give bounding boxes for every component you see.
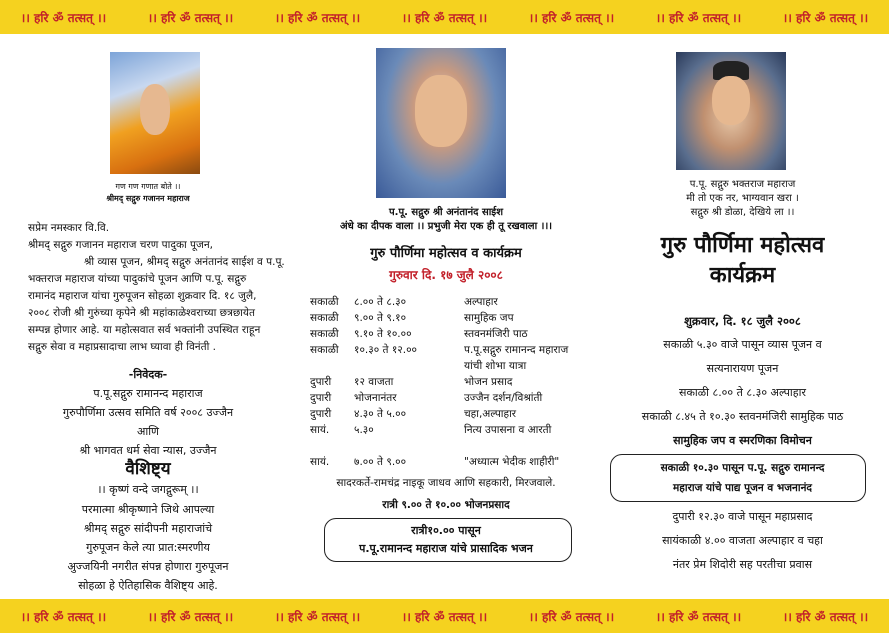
photo-caption: प.पू. सद्गुरु श्री अनंतानंद साईश (388, 207, 504, 218)
band-text: ।। हरि ॐ तत्सत् ।। (528, 10, 615, 25)
photo-caption: गण गण गणात बोते ।। (115, 182, 181, 191)
padya-pujan-text: महाराज यांचे पाद्य पूजन व भजनानंद (673, 482, 812, 494)
schedule-row (310, 438, 590, 454)
programme-date: गुरुवार दि. १७ जुलै २००८ (389, 268, 503, 282)
mantra: ।। कृष्णं वन्दे जगद्गुरूम् ।। (97, 483, 199, 496)
signatory: प.पू.सद्गुरु रामानन्द महाराज (93, 387, 203, 400)
gajanan-maharaj-photo (110, 52, 200, 174)
band-text: ।। हरि ॐ तत्सत् ।। (274, 10, 361, 25)
main-title: गुरु पौर्णिमा महोत्सव (660, 233, 825, 258)
schedule-row: दुपारी भोजनानंतर उज्जैन दर्शन/विश्रांती (310, 392, 543, 404)
programme-line: सामुहिक जप व स्मरणिका विमोचन (673, 434, 812, 447)
schedule-row: सकाळी ९.०० ते ९.१० सामुहिक जप (310, 312, 514, 324)
photo-caption: प.पू. सद्गुरु भक्तराज महाराज (689, 179, 796, 190)
vaishishtya-line: अुज्जयिनी नगरीत संपन्न होणारा गुरुपूजन (67, 560, 229, 573)
schedule-row: दुपारी १२ वाजता भोजन प्रसाद (310, 376, 513, 388)
invitation-line: रामानंद महाराज यांचा गुरुपूजन सोहळा शुक्रवार दि. १८ जुलै, (28, 290, 257, 302)
vaishishtya-heading: वैशिष्ट्य (125, 459, 171, 479)
programme-line: सायंकाळी ४.०० वाजता अल्पाहार व चहा (662, 534, 823, 547)
photo-caption: सद्गुरु श्री डोळा, देखिये ला ।। (690, 207, 795, 218)
band-text: ।। हरि ॐ तत्सत् ।। (20, 10, 107, 25)
photo-caption: अंधे का दीपक वाला ।। प्रभुजी मेरा एक ही तू रखवाला ।।। (339, 221, 553, 232)
invitation-text (28, 220, 285, 356)
middle-panel (296, 40, 596, 595)
band-text: ।। हरि ॐ तत्सत् ।। (401, 609, 488, 624)
band-text: ।। हरि ॐ तत्सत् ।। (147, 10, 234, 25)
programme-line: सकाळी ८.०० ते ८.३० अल्पाहार (679, 386, 806, 399)
schedule-row: सायं. ७.०० ते ९.०० "अध्यात्म भेदीक शाहीरी" (310, 456, 560, 468)
vaishishtya-line: परमात्मा श्रीकृष्णाने जिथे आपल्या (81, 503, 215, 516)
band-text: ।। हरि ॐ तत्सत् ।। (528, 609, 615, 624)
band-text: ।। हरि ॐ तत्सत् ।। (274, 609, 361, 624)
programme-heading: गुरु पौर्णिमा महोत्सव व कार्यक्रम (370, 246, 522, 261)
programme-line: नंतर प्रेम शिदोरी सह परतीचा प्रवास (672, 558, 813, 571)
invitation-line: सप्रेम नमस्कार वि.वि. (28, 222, 110, 234)
schedule-row: सकाळी १०.३० ते १२.०० प.पू.सद्गुरु रामानन्द महाराज (310, 344, 569, 356)
band-text: ।। हरि ॐ तत्सत् ।। (20, 609, 107, 624)
band-text: ।। हरि ॐ तत्सत् ।। (401, 10, 488, 25)
band-text: ।। हरि ॐ तत्सत् ।। (655, 609, 742, 624)
band-text: ।। हरि ॐ तत्सत् ।। (147, 609, 234, 624)
right-panel (596, 40, 889, 595)
photo-caption: श्रीमद् सद्गुरु गजानन महाराज (106, 194, 190, 203)
programme-line: सकाळी ५.३० वाजे पासून व्यास पूजन व (663, 338, 822, 351)
signatory: गुरुपौर्णिमा उत्सव समिति वर्ष २००८ उज्जैन (62, 406, 234, 419)
signatory: श्री भागवत धर्म सेवा न्यास, उज्जैन (79, 444, 217, 457)
padya-pujan-time: सकाळी १०.३० पासून प.पू. सद्गुरु रामानन्द (660, 462, 825, 474)
invitation-line: श्रीमद् सद्गुरु गजानन महाराज चरण पादुका पूजन, (28, 239, 213, 251)
schedule-row: सकाळी ८.०० ते ८.३० अल्पाहार (310, 296, 498, 308)
vaishishtya-line: गुरुपूजन केले त्या प्रात:स्मरणीय (86, 541, 210, 554)
nivedak-heading: -निवेदक- (128, 368, 168, 381)
invitation-line: भक्तराज महाराज यांच्या पादुकांचे पूजन आणि प.पू. सद्गुरु (28, 273, 247, 285)
programme-line: सत्यनारायण पूजन (706, 362, 779, 375)
programme-line: दुपारी १२.३० वाजे पासून महाप्रसाद (672, 510, 813, 523)
band-text: ।। हरि ॐ तत्सत् ।। (782, 609, 869, 624)
vaishishtya-line: श्रीमद् सद्गुरु सांदीपनी महाराजांचे (83, 522, 213, 535)
and-text: आणि (136, 425, 160, 438)
programme-line: सकाळी ८.४५ ते १०.३० स्तवनमंजिरी सामुहिक पाठ (641, 410, 844, 423)
anantanand-saish-photo (376, 48, 506, 198)
photo-caption: मी तो एक नर, भाग्यवान खरा । (686, 193, 799, 204)
top-border-band (0, 0, 889, 34)
invitation-line: २००८ रोजी श्री गुरुंच्या कृपेने श्री महांकाळेश्वराच्या छत्रछायेत (28, 307, 255, 319)
schedule-row: दुपारी ४.३० ते ५.०० चहा,अल्पाहार (310, 408, 517, 420)
schedule-list (310, 294, 590, 470)
schedule-row: यांची शोभा यात्रा (464, 360, 527, 372)
main-title: कार्यक्रम (709, 263, 776, 288)
bhajan-text: प.पू.रामानन्द महाराज यांचे प्रासादिक भजन (359, 542, 533, 555)
invitation-line: सम्पन्न होणार आहे. या महोत्सवात सर्व भक्तांनी उपस्थित राहून (28, 324, 261, 336)
schedule-row: सकाळी ९.१० ते १०.०० स्तवनमंजिरी पाठ (310, 328, 528, 340)
bhajan-time: रात्री१०.०० पासून (411, 524, 481, 537)
bottom-border-band (0, 599, 889, 633)
presenter-text: सादरकर्ते-रामचंद्र नाइकू जाधव आणि सहकारी, मिरजवाले. (336, 477, 556, 489)
dinner-text: रात्री ९.०० ते १०.०० भोजनप्रसाद (382, 499, 510, 511)
schedule-row: सायं. ५.३० नित्य उपासना व आरती (310, 424, 552, 436)
invitation-line: सद्गुरु सेवा व महाप्रसादाचा लाभ घ्यावा ही विनंती . (28, 341, 217, 353)
programme-date: शुक्रवार, दि. १८ जुलै २००८ (684, 314, 801, 328)
invitation-line: श्री व्यास पूजन, श्रीमद् सद्गुरु अनंतानंद साईश व प.पू. (84, 256, 285, 268)
bhaktaraj-maharaj-photo (676, 52, 786, 170)
band-text: ।। हरि ॐ तत्सत् ।। (782, 10, 869, 25)
vaishishtya-line: सोहळा हे ऐतिहासिक वैशिष्ट्य आहे. (78, 579, 218, 592)
left-panel (0, 40, 296, 595)
band-text: ।। हरि ॐ तत्सत् ।। (655, 10, 742, 25)
